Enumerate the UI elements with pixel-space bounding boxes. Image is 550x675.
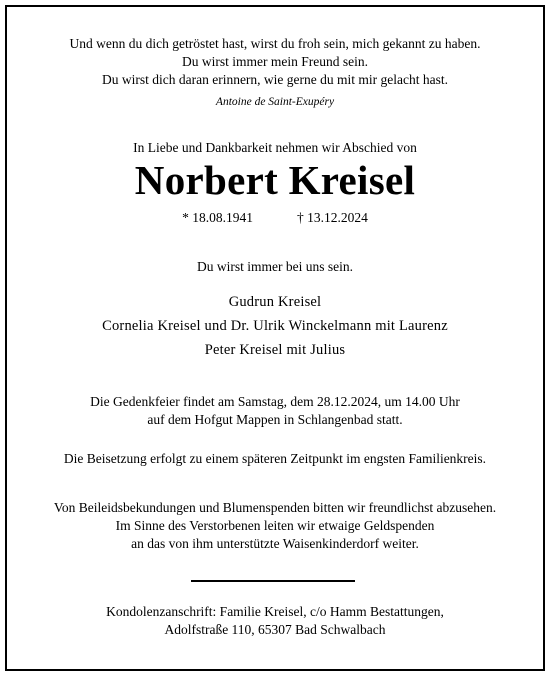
mourner-name: Peter Kreisel mit Julius <box>204 342 346 358</box>
quote-author: Antoine de Saint-Exupéry <box>215 96 335 108</box>
deceased-name: Norbert Kreisel <box>134 157 416 203</box>
condolence-line: Adolfstraße 110, 65307 Bad Schwalbach <box>164 622 386 637</box>
separator-rule <box>191 580 355 582</box>
burial-note: Die Beisetzung erfolgt zu einem späteren Zeitpunkt im engsten Familienkreis. <box>63 451 487 466</box>
ceremony-line: Die Gedenkfeier findet am Samstag, dem 28.12.2024, um 14.00 Uhr <box>90 394 460 409</box>
donation-line: Im Sinne des Verstorbenen leiten wir etwaige Geldspenden <box>115 518 435 533</box>
quote-line: Du wirst dich daran erinnern, wie gerne du mit mir gelacht hast. <box>101 72 449 87</box>
condolence-line: Kondolenzanschrift: Familie Kreisel, c/o Hamm Bestattungen, <box>106 604 444 619</box>
ceremony-line: auf dem Hofgut Mappen in Schlangenbad statt. <box>147 412 403 427</box>
intro-text: In Liebe und Dankbarkeit nehmen wir Abschied von <box>133 140 417 155</box>
quote-line: Und wenn du dich getröstet hast, wirst du froh sein, mich gekannt zu haben. <box>69 36 481 51</box>
life-dates <box>0 211 550 225</box>
mourner-name: Gudrun Kreisel <box>228 294 322 310</box>
motto-text: Du wirst immer bei uns sein. <box>197 259 353 274</box>
death-date: † 13.12.2024 <box>297 210 368 225</box>
birth-date: * 18.08.1941 <box>182 210 253 225</box>
quote-line: Du wirst immer mein Freund sein. <box>182 54 368 69</box>
donation-line: Von Beileidsbekundungen und Blumenspenden bitten wir freundlichst abzusehen. <box>53 500 497 515</box>
donation-line: an das von ihm unterstützte Waisenkinderdorf weiter. <box>131 536 419 551</box>
mourner-name: Cornelia Kreisel und Dr. Ulrik Winckelmann mit Laurenz <box>102 318 448 334</box>
